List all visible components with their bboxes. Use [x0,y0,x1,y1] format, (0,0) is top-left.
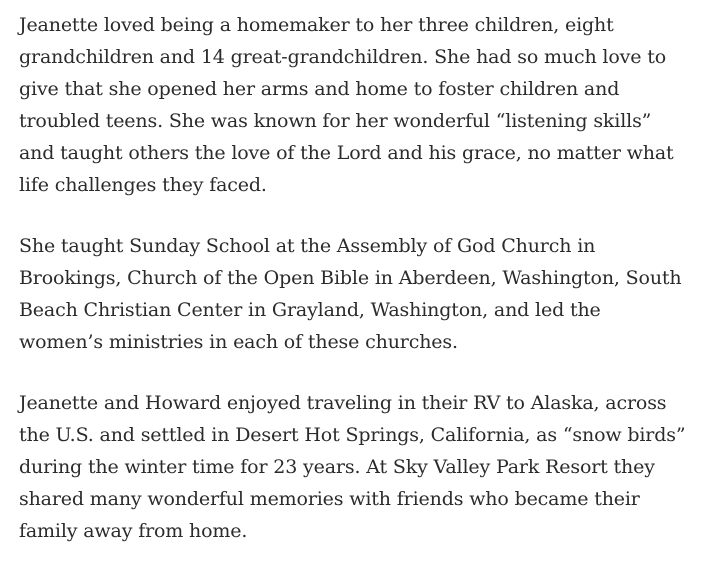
article-paragraph: She taught Sunday School at the Assembly of God Church in Brookings, Church of the Open Bible in Aberdeen, Washington, South Beach Christian Center in Grayland, Washington, and led the women’s ministries in each of these churches. [19,235,682,353]
article-paragraph: Jeanette loved being a homemaker to her three children, eight grandchildren and 14 great-grandchildren. She had so much love to give that she opened her arms and home to foster children and troubled teens. She was known for her wonderful “listening skills” and taught others the love of the Lord and his grace, no matter what life challenges they faced. [19,14,674,196]
article-paragraph: Jeanette and Howard enjoyed traveling in their RV to Alaska, across the U.S. and settled in Desert Hot Springs, California, as “snow birds” during the winter time for 23 years. At Sky Valley Park Resort they shared many wonderful memories with friends who became their family away from home. [19,392,686,542]
